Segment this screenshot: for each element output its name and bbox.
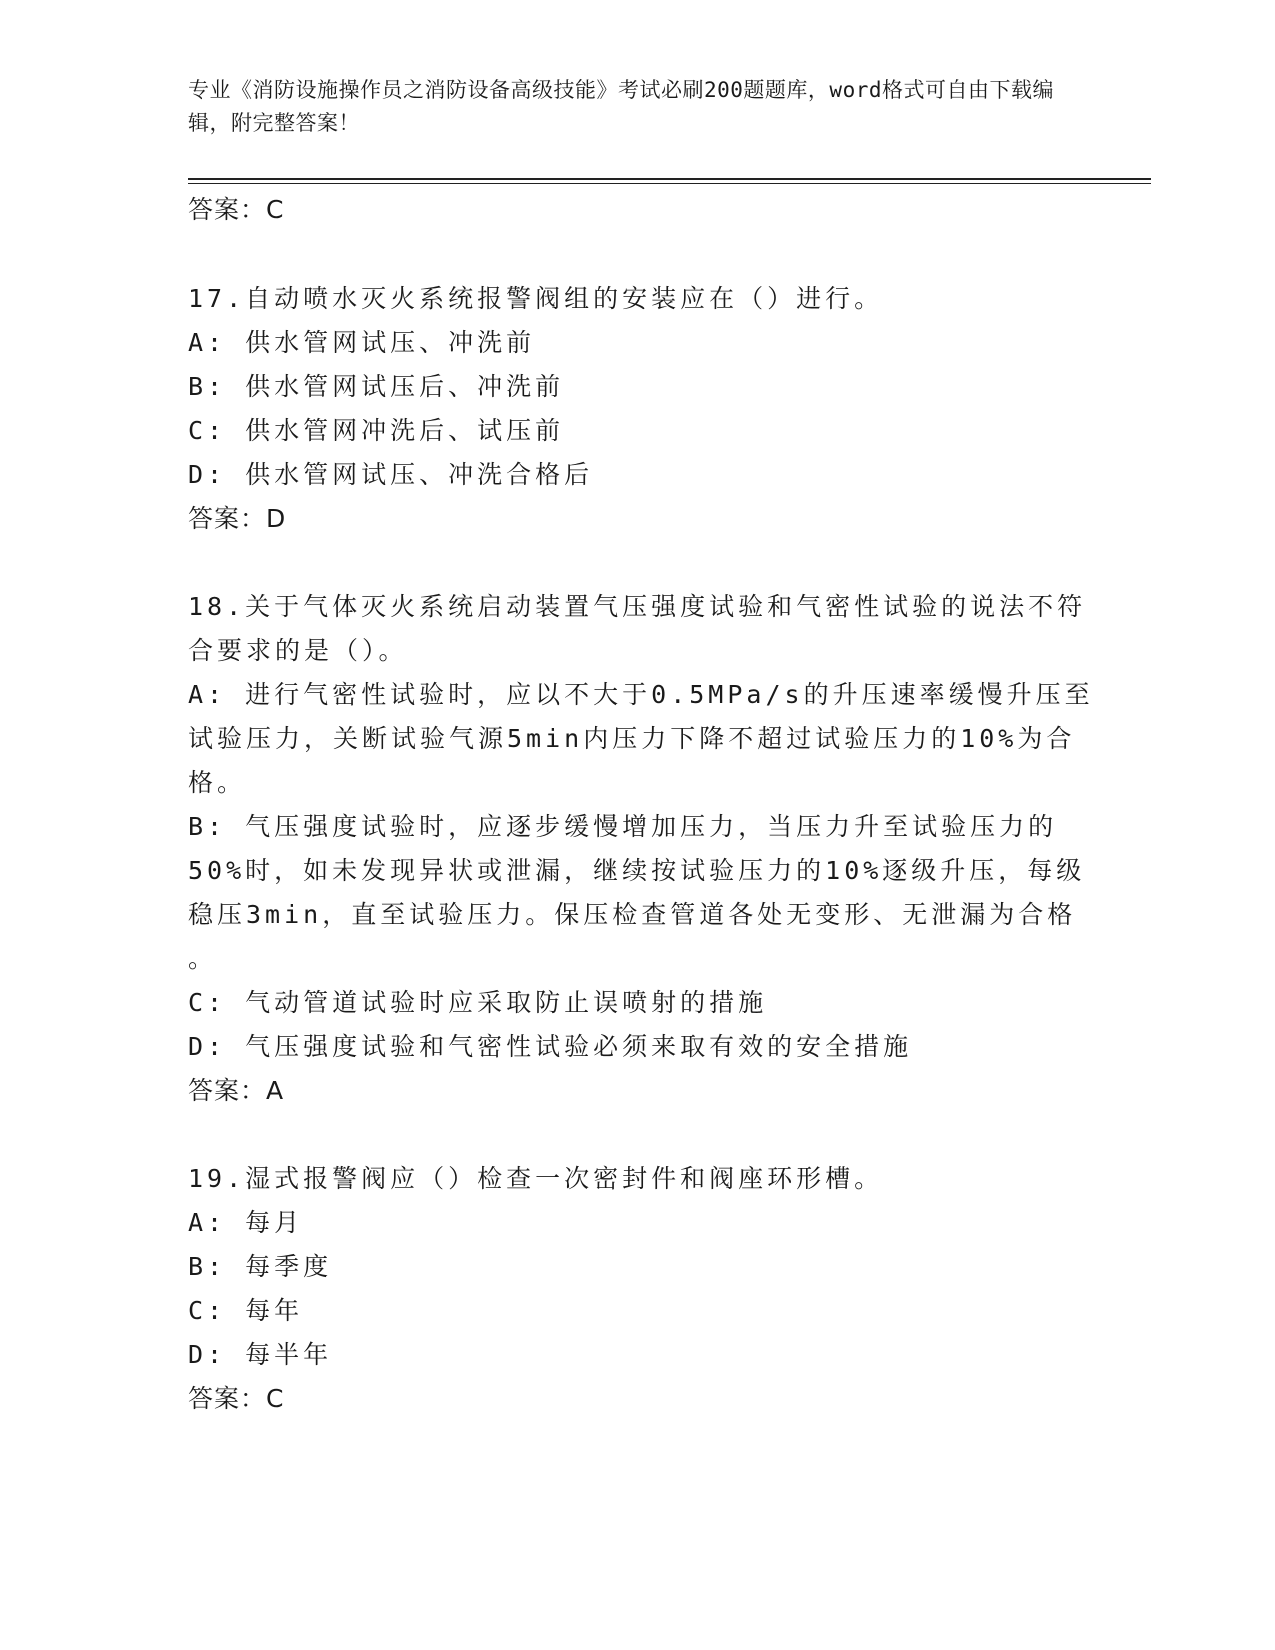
- question-17-option-a: A: 供水管网试压、冲洗前: [188, 328, 536, 357]
- question-17-option-c: C: 供水管网冲洗后、试压前: [188, 416, 565, 445]
- answer-prev: 答案：C: [188, 195, 285, 224]
- question-18-option-d: D: 气压强度试验和气密性试验必须来取有效的安全措施: [188, 1032, 913, 1061]
- document-header: 专业《消防设施操作员之消防设备高级技能》考试必刷200题题库，word格式可自由下载编辑，附完整答案！: [188, 78, 1054, 135]
- question-19-stem: 19.湿式报警阀应（）检查一次密封件和阀座环形槽。: [188, 1164, 884, 1193]
- question-18-option-b-line-1: B: 气压强度试验时，应逐步缓慢增加压力，当压力升至试验压力的: [188, 812, 1058, 841]
- question-17-answer: 答案：D: [188, 504, 287, 533]
- header-divider-thick: [188, 178, 1151, 180]
- question-18-option-c: C: 气动管道试验时应采取防止误喷射的措施: [188, 988, 768, 1017]
- question-18-stem-line-1: 18.关于气体灭火系统启动装置气压强度试验和气密性试验的说法不符: [188, 592, 1087, 621]
- question-18-option-b-line-2: 50%时，如未发现异状或泄漏，继续按试验压力的10%逐级升压，每级: [188, 856, 1086, 885]
- question-18-option-a-line-2: 试验压力，关断试验气源5min内压力下降不超过试验压力的10%为合: [188, 724, 1076, 753]
- question-19-option-b: B: 每季度: [188, 1252, 333, 1281]
- question-17-stem: 17.自动喷水灭火系统报警阀组的安装应在（）进行。: [188, 284, 884, 313]
- question-19-option-c: C: 每年: [188, 1296, 304, 1325]
- question-19-answer: 答案：C: [188, 1384, 285, 1413]
- question-18-option-a-line-3: 格。: [188, 768, 247, 797]
- question-17-option-d: D: 供水管网试压、冲洗合格后: [188, 460, 594, 489]
- question-17-option-b: B: 供水管网试压后、冲洗前: [188, 372, 565, 401]
- question-18-option-a-line-1: A: 进行气密性试验时，应以不大于0.5MPa/s的升压速率缓慢升压至: [188, 680, 1094, 709]
- question-18-stem-line-2: 合要求的是（）。: [188, 636, 408, 665]
- question-19-option-d: D: 每半年: [188, 1340, 333, 1369]
- header-divider-thin: [188, 183, 1151, 184]
- question-18-option-b-line-3: 稳压3min，直至试验压力。保压检查管道各处无变形、无泄漏为合格: [188, 900, 1077, 929]
- question-18-answer: 答案：A: [188, 1076, 285, 1105]
- question-19-option-a: A: 每月: [188, 1208, 304, 1237]
- question-18-option-b-line-4: 。: [188, 944, 218, 973]
